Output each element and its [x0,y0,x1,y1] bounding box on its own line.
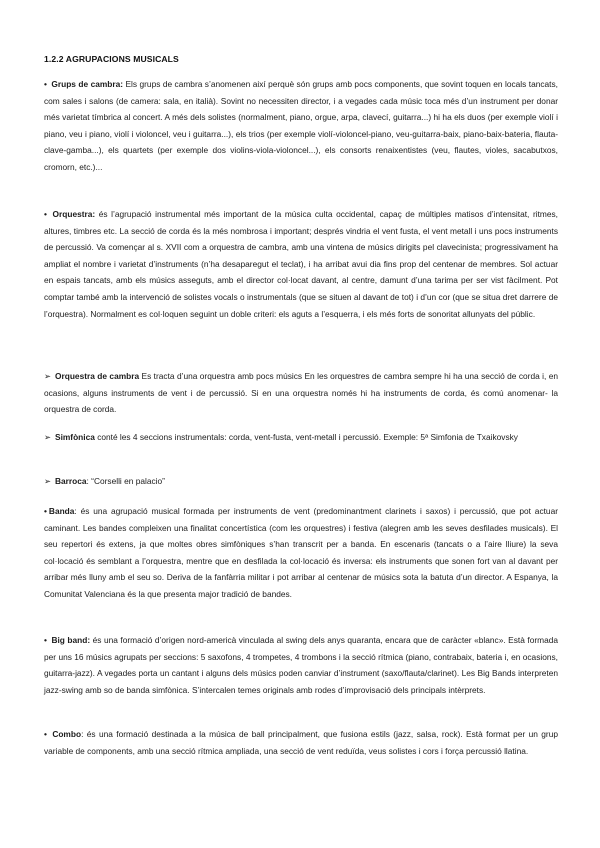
arrow-bullet-icon: ➢ [44,476,51,486]
paragraph-text: conté les 4 seccions instrumentals: corda, vent-fusta, vent-metall i percussió. Exemple: 5ª Simfonia de Txaikovsky [94,432,518,442]
term-orquestra: Orquestra: [52,209,96,219]
term-big-band: Big band: [51,635,91,645]
bullet-marker: • [44,209,47,219]
paragraph-orquestra [44,206,558,322]
paragraph-text: és una formació d’origen nord-americà vinculada al swing dels anys quaranta, encara que de caràcter «blanc». Està formada per uns 16 músics agrupats per seccions: 5 saxofons, 4 trompetes, 4 trombons i la secció rítmica (piano, contrabaix, bateria i, en ocasions, guitarra-jazz). A vegades porta un cantant i alguns dels músics poden canviar d’instrument (saxo/flauta/clarinet). Les Big Bands interpreten jazz-swing amb so de banda simfònica. S’intercalen temes originals amb rodes d’improvisació dels principals intèrprets. [44,635,558,695]
section-heading: 1.2.2 AGRUPACIONS MUSICALS [44,54,179,64]
term-banda: Banda [48,506,75,516]
paragraph-combo [44,726,558,759]
term-combo: Combo [52,729,82,739]
term-simfonica: Simfònica [55,432,95,442]
paragraph-barroca [44,473,558,490]
arrow-bullet-icon: ➢ [44,371,51,381]
arrow-bullet-icon: ➢ [44,432,51,442]
paragraph-simfonica [44,429,558,446]
term-orquestra-de-cambra: Orquestra de cambra [55,371,140,381]
bullet-marker: • [44,79,47,89]
paragraph-text: : és una formació destinada a la música de ball principalment, que fusiona estils (jazz, salsa, rock). Està format per un grup variable de components, amb una secció rítmica ampliada, una secció de vent reduïda, veus solistes i cors i força percussió llatina. [44,729,558,756]
paragraph-big-band [44,632,558,698]
paragraph-orquestra-de-cambra [44,368,558,418]
paragraph-text: és l’agrupació instrumental més important de la música culta occidental, capaç de múltiples matisos d’intensitat, ritmes, altures, timbres etc. La secció de corda és la més nombrosa i important; després vindria el vent fusta, el vent metall i uns pocs instruments de percussió. Va començar al s. XVII com a orquestra de cambra, amb una vintena de músics dirigits pel clavecinista; progressivament ha ampliat el nombre i varietat d’instruments (n’ha desaparegut el teclat), i ha arribat avui dia fins prop del centenar de membres. Sol actuar en espais tancats, amb els músics asseguts, amb el director col·locat davant, al centre, damunt d’una tarima per ser vist fàcilment. Pot comptar també amb la intervenció de solistes vocals o instrumentals (que se situen al davant de tot) i d’un cor (que se situa dret darrere de l’orquestra). Normalment es col·loquen seguint un doble criteri: els aguts a l’esquerra, i els més forts de sonoritat allunyats del públic. [44,209,558,319]
paragraph-text: : és una agrupació musical formada per instruments de vent (predominantment clarinets i saxos) i percussió, que pot actuar caminant. Les bandes compleixen una finalitat concertística (com les orquestres) i festiva (alegren amb les seves desfilades musicals). El seu repertori és extens, ja que moltes obres simfòniques s’han transcrit per a banda. En escenaris (tancats o a l’aire lliure) la seva col·locació és semblant a l’orquestra, mentre que en desfilada la col·locació és inversa: els instruments que sonen fort van al davant per arribar més lluny amb el seu so. Deriva de la fanfàrria militar i pot arribar al centenar de músics sota la batuta d’un director. A Espanya, la Comunitat Valenciana és la que presenta major tradició de bandes. [44,506,558,599]
paragraph-text: Els grups de cambra s’anomenen així perquè són grups amb pocs components, que sovint toquen en locals tancats, com sales i salons (de camera: sala, en italià). Sovint no necessiten director, i a vegades cada músic toca més d’un instrument per donar més varietat tímbrica al concert. A més dels solistes (normalment, piano, orgue, arpa, clavecí, guitarra...) hi ha els duos (per exemple violí i piano, veu i piano, violí i violoncel, veu i guitarra...), els trios (per exemple violí-violoncel-piano, veu-guitarra-baix, piano-baix-bateria, flauta-clave-gamba...), els quartets (per exemple dos violins-viola-violoncel...), els consorts renaixentistes (veu, flautes, violes, sacabutxos, cromorn, etc.)... [44,79,558,172]
paragraph-text: Es tracta d’una orquestra amb pocs músics En les orquestres de cambra sempre hi ha una secció de corda i, en ocasions, alguns instruments de vent i de percussió. Si en una orquestra només hi ha instruments de corda, és comú anomenar- la orquestra de corda. [44,371,559,415]
paragraph-text: : “Corselli en palacio” [86,476,165,486]
term-grups-de-cambra: Grups de cambra: [51,79,124,89]
paragraph-grups-de-cambra [44,76,558,176]
bullet-marker: • [44,635,47,645]
paragraph-banda [44,503,558,603]
bullet-marker: • [44,729,47,739]
bullet-marker: • [44,506,47,516]
term-barroca: Barroca [55,476,87,486]
